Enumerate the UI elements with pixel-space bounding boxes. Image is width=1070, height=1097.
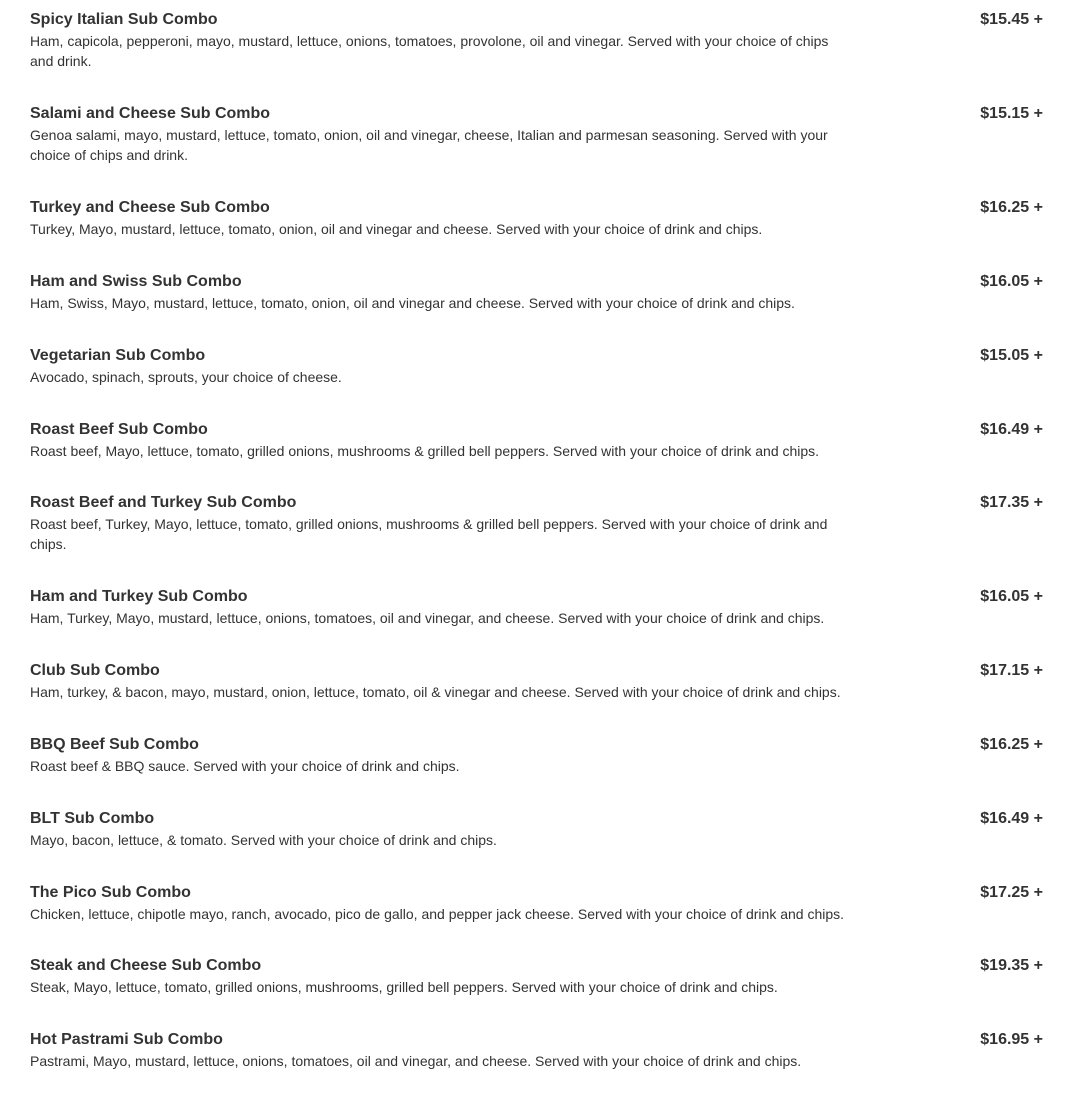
item-price: $16.25 + [980, 199, 1043, 216]
menu-item-bbq-beef-sub-combo[interactable] [30, 735, 1043, 795]
item-description: Ham, turkey, & bacon, mayo, mustard, onion, lettuce, tomato, oil & vinegar and cheese. Served with your choice of drink and chips. [30, 684, 841, 700]
item-name: BBQ Beef Sub Combo [30, 736, 199, 753]
item-description: Chicken, lettuce, chipotle mayo, ranch, avocado, pico de gallo, and pepper jack cheese. Served with your choice of drink and chips. [30, 906, 845, 922]
item-name: Roast Beef and Turkey Sub Combo [30, 494, 297, 511]
item-description: Ham, capicola, pepperoni, mayo, mustard, lettuce, onions, tomatoes, provolone, oil and vinegar. Served with your choice of chips and drink. [30, 33, 829, 69]
item-price: $16.49 + [980, 421, 1043, 438]
menu-item-the-pico-sub-combo[interactable] [30, 883, 1043, 943]
item-price: $16.05 + [980, 588, 1043, 605]
item-description: Steak, Mayo, lettuce, tomato, grilled onions, mushrooms, grilled bell peppers. Served with your choice of drink and chips. [30, 979, 778, 995]
item-price: $15.15 + [980, 105, 1043, 122]
item-price: $17.25 + [980, 884, 1043, 901]
item-description: Turkey, Mayo, mustard, lettuce, tomato, onion, oil and vinegar and cheese. Served with your choice of drink and chips. [30, 221, 763, 237]
menu-item-roast-beef-and-turkey-sub-combo[interactable] [30, 493, 1043, 573]
item-name: The Pico Sub Combo [30, 884, 191, 901]
menu-item-ham-and-swiss-sub-combo[interactable] [30, 272, 1043, 332]
item-name: Club Sub Combo [30, 662, 160, 679]
item-price: $16.95 + [980, 1031, 1043, 1048]
item-description: Ham, Turkey, Mayo, mustard, lettuce, onions, tomatoes, oil and vinegar, and cheese. Served with your choice of drink and chips. [30, 610, 825, 626]
menu-item-turkey-and-cheese-sub-combo[interactable] [30, 198, 1043, 258]
item-name: Ham and Swiss Sub Combo [30, 273, 242, 290]
menu-item-steak-and-cheese-sub-combo[interactable] [30, 956, 1043, 1016]
item-name: Spicy Italian Sub Combo [30, 11, 218, 28]
item-description: Avocado, spinach, sprouts, your choice of cheese. [30, 369, 342, 385]
menu-item-club-sub-combo[interactable] [30, 661, 1043, 721]
item-price: $19.35 + [980, 957, 1043, 974]
item-name: Salami and Cheese Sub Combo [30, 105, 271, 122]
item-price: $16.49 + [980, 810, 1043, 827]
menu-item-salami-and-cheese-sub-combo[interactable] [30, 104, 1043, 184]
item-price: $17.35 + [980, 494, 1043, 511]
item-description: Roast beef, Turkey, Mayo, lettuce, tomato, grilled onions, mushrooms & grilled bell peppers. Served with your choice of drink and chips. [30, 516, 828, 552]
menu-item-ham-and-turkey-sub-combo[interactable] [30, 587, 1043, 647]
item-price: $16.25 + [980, 736, 1043, 753]
item-name: BLT Sub Combo [30, 810, 155, 827]
menu-item-hot-pastrami-sub-combo[interactable] [30, 1030, 1043, 1090]
item-name: Ham and Turkey Sub Combo [30, 588, 248, 605]
item-name: Hot Pastrami Sub Combo [30, 1031, 223, 1048]
item-name: Steak and Cheese Sub Combo [30, 957, 262, 974]
item-description: Genoa salami, mayo, mustard, lettuce, tomato, onion, oil and vinegar, cheese, Italian and parmesan seasoning. Served with your choice of chips and drink. [30, 127, 828, 163]
item-price: $17.15 + [980, 662, 1043, 679]
menu-item-blt-sub-combo[interactable] [30, 809, 1043, 869]
item-description: Mayo, bacon, lettuce, & tomato. Served with your choice of drink and chips. [30, 832, 497, 848]
menu-item-roast-beef-sub-combo[interactable] [30, 420, 1043, 480]
item-name: Vegetarian Sub Combo [30, 347, 206, 364]
item-description: Pastrami, Mayo, mustard, lettuce, onions, tomatoes, oil and vinegar, and cheese. Served with your choice of drink and chips. [30, 1053, 802, 1069]
menu-item-vegetarian-sub-combo[interactable] [30, 346, 1043, 406]
menu-item-spicy-italian-sub-combo[interactable] [30, 10, 1043, 90]
item-description: Ham, Swiss, Mayo, mustard, lettuce, tomato, onion, oil and vinegar and cheese. Served with your choice of drink and chips. [30, 295, 795, 311]
item-price: $16.05 + [980, 273, 1043, 290]
item-name: Roast Beef Sub Combo [30, 421, 208, 438]
item-description: Roast beef & BBQ sauce. Served with your choice of drink and chips. [30, 758, 460, 774]
item-price: $15.05 + [980, 347, 1043, 364]
item-name: Turkey and Cheese Sub Combo [30, 199, 270, 216]
item-price: $15.45 + [980, 11, 1043, 28]
item-description: Roast beef, Mayo, lettuce, tomato, grilled onions, mushrooms & grilled bell peppers. Served with your choice of drink and chips. [30, 443, 820, 459]
